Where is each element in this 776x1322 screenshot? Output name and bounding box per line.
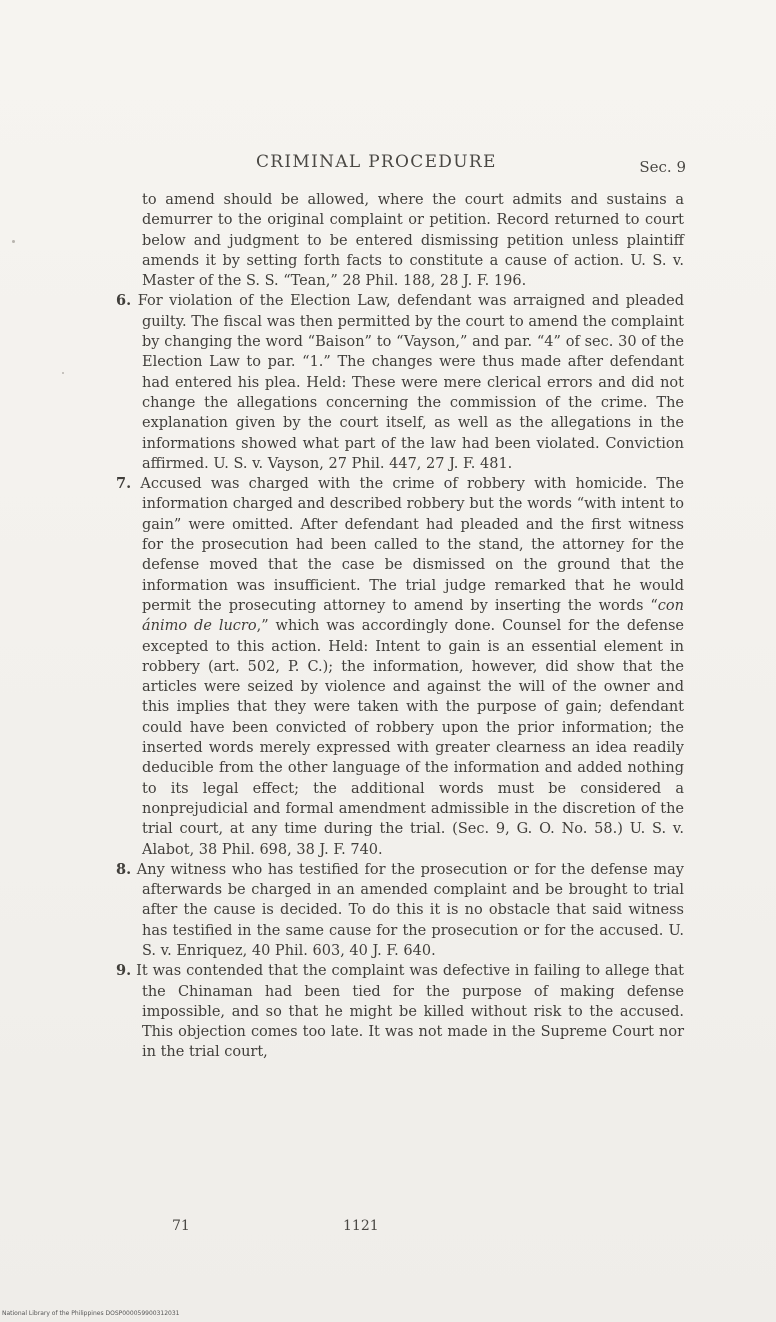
item-number: 6. xyxy=(116,292,132,310)
page-number: 1121 xyxy=(343,1218,379,1234)
item-text-before: Accused was charged with the crime of robbery with homicide. The information charged and described robbery but the words “with intent to gain” were omitted. After defendant had pleaded and the first witness for the prosecution had been called to the stand, the attorney for the defense moved that the case be dismissed on the ground that the information was insufficient. The trial judge remarked that he would permit the prosecuting attorney to amend by inserting the words “ xyxy=(140,476,685,614)
running-header xyxy=(256,152,686,182)
item-text: It was contended that the complaint was defective in failing to allege that the Chinaman had been tied for the purpose of making defense impossible, and so that he might be killed without risk to the accused. This objection comes too late. It was not made in the Supreme Court nor in the trial court, xyxy=(136,963,685,1061)
page-footer xyxy=(0,1218,776,1238)
item-text: Any witness who has testified for the prosecution or for the defense may afterwards be charged in an amended complaint and be brought to trial after the cause is decided. To do this it is no obstacle that said witness has testified in the same cause for the prosecution or for the accused. U. S. v. Enriquez, 40 Phil. 603, 40 J. F. 640. xyxy=(136,861,684,959)
continued-paragraph: to amend should be allowed, where the court admits and sustains a demurrer to the original complaint or petition. Record returned to court below and judgment to be entered dismissing petition unless plaintiff amends it by setting forth facts to constitute a cause of action. U. S. v. Master of the S. S. “Tean,” 28 Phil. 188, 28 J. F. 196. xyxy=(142,192,684,290)
item-text: For violation of the Election Law, defendant was arraigned and pleaded guilty. The fiscal was then permitted by the court to amend the complaint by changing the word “Baison” to “Vayson,” and par. “4” of sec. 30 of the Election Law to par. “1.” The changes were thus made after defendant had entered his plea. Held: These were mere clerical errors and did not change the allegations concerning the commission of the crime. The explanation given by the court itself, as well as the allegations in the informations showed what part of the law had been violated. Conviction affirmed. U. S. v. Vayson, 27 Phil. 447, 27 J. F. 481. xyxy=(137,293,684,472)
numbered-item-7 xyxy=(110,474,684,860)
item-number: 7. xyxy=(116,475,132,493)
numbered-item-6 xyxy=(110,291,684,474)
page-body xyxy=(110,190,684,1063)
item-text-after: ,” which was accordingly done. Counsel for the defense excepted to this action. Held: Intent to gain is an essential element in robbery (art. 502, P. C.); the information, however, did show that the articles were seized by violence and against the will of the owner and this implies that they were taken with the purpose of gain; defendant could have been convicted of robbery upon the prior information; the inserted words merely expressed with greater clearness an idea readily deducible from the other language of the information and added nothing to its legal effect; the additional words must be considered a nonprejudicial and formal amendment admissible in the discretion of the trial court, at any time during the trial. (Sec. 9, G. O. No. 58.) U. S. v. Alabot, 38 Phil. 698, 38 J. F. 740. xyxy=(142,618,684,858)
section-label: Sec. 9 xyxy=(639,158,686,176)
item-number: 8. xyxy=(116,860,132,878)
numbered-item-9 xyxy=(110,961,684,1062)
numbered-item-8 xyxy=(110,860,684,961)
running-title: CRIMINAL PROCEDURE xyxy=(256,152,497,172)
latin-phrase: con ánimo de lucro xyxy=(142,597,684,635)
scan-speck xyxy=(12,240,15,243)
item-number: 9. xyxy=(116,962,132,980)
signature-mark: 71 xyxy=(172,1218,190,1234)
scan-speck xyxy=(62,372,64,374)
library-scan-note: National Library of the Philippines DOSP000059900312031 xyxy=(2,1310,180,1317)
